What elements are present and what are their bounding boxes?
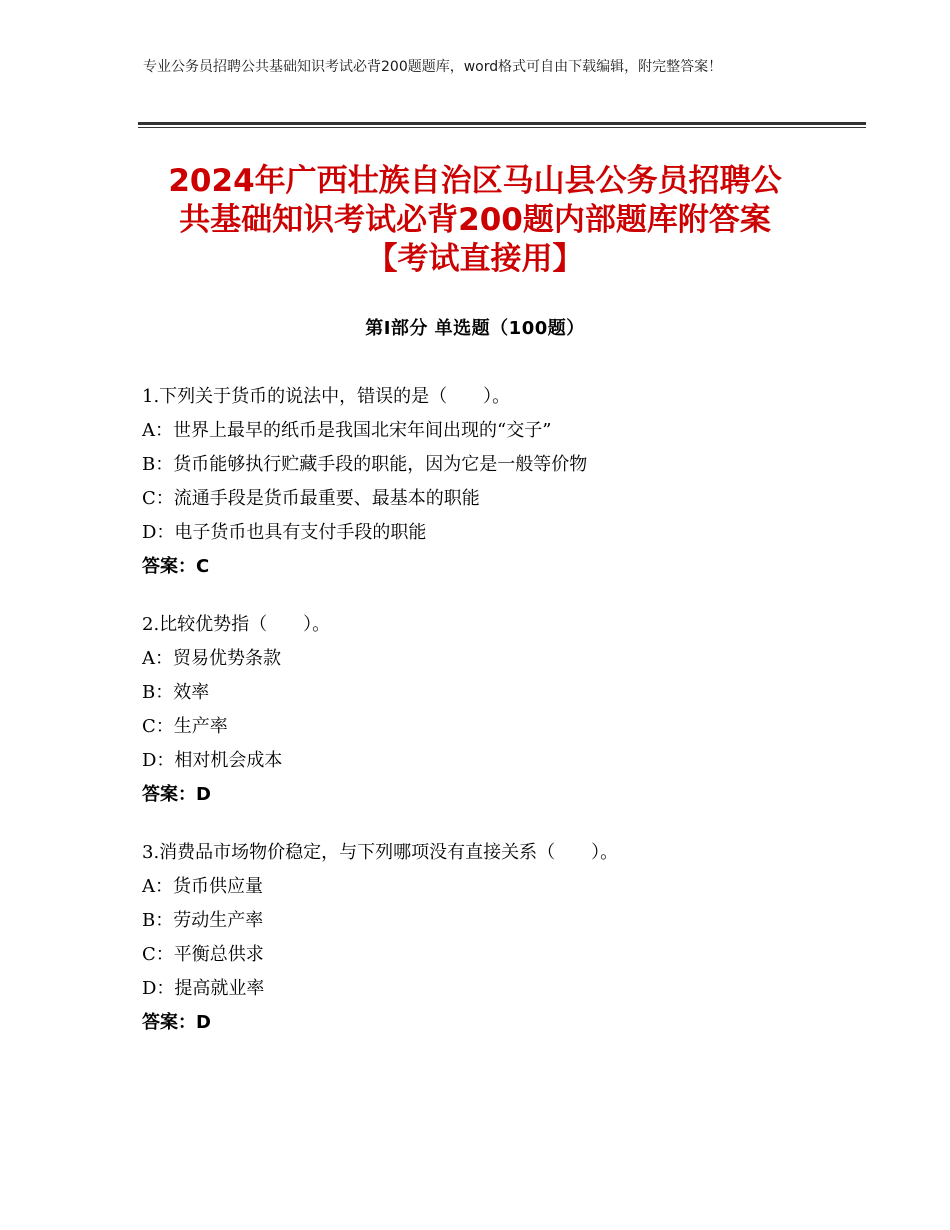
question-3 bbox=[142, 836, 862, 1040]
question-stem: 2.比较优势指（ ）。 bbox=[142, 614, 331, 635]
option-b: B：劳动生产率 bbox=[142, 910, 264, 931]
question-stem: 1.下列关于货币的说法中，错误的是（ ）。 bbox=[142, 386, 511, 407]
option-d: D：相对机会成本 bbox=[142, 750, 283, 771]
option-c: C：流通手段是货币最重要、最基本的职能 bbox=[142, 488, 480, 509]
document-title-line-2: 共基础知识考试必背200题内部题库附答案 bbox=[179, 202, 771, 238]
question-list bbox=[142, 380, 862, 1064]
option-c: C：平衡总供求 bbox=[142, 944, 264, 965]
option-a: A：世界上最早的纸币是我国北宋年间出现的“交子” bbox=[142, 420, 552, 441]
option-a: A：贸易优势条款 bbox=[142, 648, 281, 669]
header-divider-thick bbox=[138, 122, 866, 125]
document-title-line-3: 【考试直接用】 bbox=[366, 241, 584, 277]
option-b: B：货币能够执行贮藏手段的职能，因为它是一般等价物 bbox=[142, 454, 588, 475]
document-title-line-1: 2024年广西壮族自治区马山县公务员招聘公 bbox=[168, 163, 782, 199]
section-title: 第Ⅰ部分 单选题（100题） bbox=[365, 318, 585, 339]
option-d: D：提高就业率 bbox=[142, 978, 265, 999]
header-note: 专业公务员招聘公共基础知识考试必背200题题库，word格式可自由下载编辑，附完整答案！ bbox=[143, 59, 723, 75]
question-1 bbox=[142, 380, 862, 584]
answer: 答案：D bbox=[142, 1012, 211, 1033]
option-a: A：货币供应量 bbox=[142, 876, 263, 897]
question-stem: 3.消费品市场物价稳定，与下列哪项没有直接关系（ ）。 bbox=[142, 842, 619, 863]
question-2 bbox=[142, 608, 862, 812]
option-d: D：电子货币也具有支付手段的职能 bbox=[142, 522, 427, 543]
option-b: B：效率 bbox=[142, 682, 210, 703]
answer: 答案：D bbox=[142, 784, 211, 805]
answer: 答案：C bbox=[142, 556, 210, 577]
document-title bbox=[120, 162, 830, 279]
header-divider-thin bbox=[138, 127, 866, 128]
option-c: C：生产率 bbox=[142, 716, 228, 737]
